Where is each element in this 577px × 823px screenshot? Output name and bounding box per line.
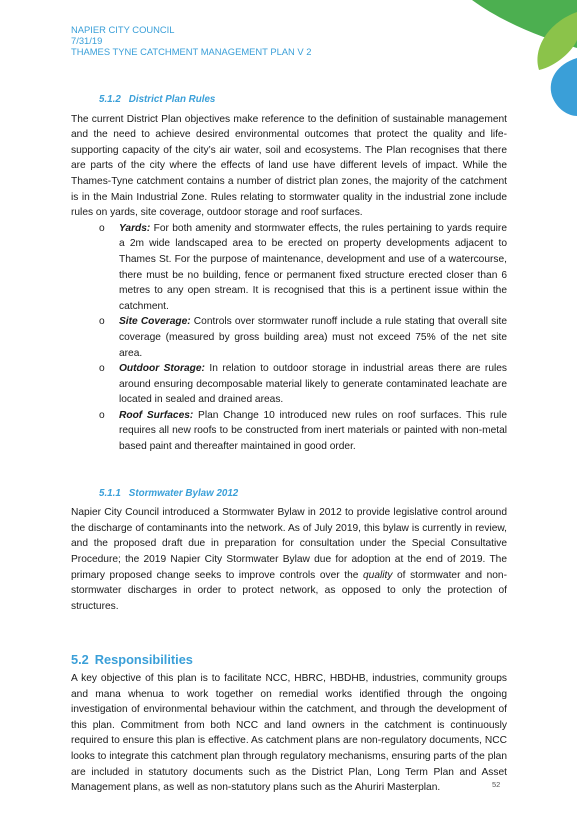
list-item — [99, 408, 507, 455]
corner-blue-shape — [551, 58, 577, 116]
list-item — [99, 361, 507, 408]
bullet-circle-icon: o — [99, 316, 105, 328]
list-item-term: Roof Surfaces: — [119, 409, 194, 421]
section-5-1-2-paragraph: The current District Plan objectives make reference to the definition of sustainable management and the need to achieve desired environmental outcomes that protect the quality and life-supporting capacity of the city’s air water, soil and ecosystems. The Plan recognises that there are parts of the city where the effects of land use have different levels of impact. While the Thames-Tyne catchment contains a number of district plan zones, the majority of the catchment is in the Main Industrial Zone. Rules relating to stormwater quality in the industrial zone include rules on yards, site coverage, outdoor storage and roof surfaces. — [71, 113, 507, 219]
section-5-1-1-heading — [99, 486, 507, 502]
section-title: District Plan Rules — [128, 94, 216, 105]
district-plan-rules-list — [71, 221, 507, 455]
section-5-1-1-paragraph — [71, 505, 507, 614]
emphasis-quality: quality — [362, 569, 393, 581]
list-item-term: Site Coverage: — [119, 316, 191, 328]
section-5-1-2-heading — [99, 92, 507, 108]
header-date: 7/31/19 — [71, 35, 103, 46]
list-item-text: Controls over stormwater runoff include a rule stating that overall site coverage (measured by gross building area) must not exceed 75% of the net site area. — [119, 316, 507, 359]
list-item-text: Plan Change 10 introduced new rules on roof surfaces. This rule requires all new roofs to be constructed from inert materials or painted with non-metal based paint and thereafter maintained in good order. — [119, 409, 507, 453]
section-5-2-paragraph: A key objective of this plan is to facilitate NCC, HBRC, HBDHB, industries, community groups and mana whenua to work together on remedial works identified through the ongoing investigation of environmental behaviour within the catchment, and through the development of this plan. Commitment from both NCC and land owners in the catchment is continuously required to ensure this plan is effective. As catchment plans are non-regulatory documents, NCC looks to integrate this catchment plan through regulatory mechanisms, ensuring parts of the plan are included in statutory documents such as the District Plan, Long Term Plan and Asset Management plans, as well as non-statutory plans such as the Ahuriri Masterplan. — [71, 673, 507, 794]
page-number: 52 — [492, 780, 501, 789]
list-item-text: For both amenity and stormwater effects, the rules pertaining to yards require a 2m wide landscaped area to be erected on property developments adjacent to Thames St. For the purpose of maintenance, development and use of a watercourse, there must be no building, fence or permanent fixed structure erected closer than 6 metres to any open stream. It is recognised that this is a pertinent issue within the catchment. — [119, 222, 507, 312]
bullet-circle-icon: o — [99, 409, 105, 421]
list-item-term: Yards: — [119, 222, 151, 234]
header-org: NAPIER CITY COUNCIL — [71, 24, 175, 35]
section-number: 5.1.2 — [99, 94, 121, 105]
list-item-text: In relation to outdoor storage in industrial areas there are rules around ensuring decomposable material likely to generate contaminated leachate are located in sealed and drained areas. — [119, 363, 508, 406]
section-number: 5.2 — [71, 652, 89, 668]
paragraph-text: of stormwater and non-stormwater discharges in order to protect network, as opposed to only the protection of structures. — [71, 569, 507, 612]
header-doc-title: THAMES TYNE CATCHMENT MANAGEMENT PLAN V 2 — [71, 46, 312, 57]
page-content — [71, 92, 507, 796]
section-title: Responsibilities — [94, 652, 193, 668]
bullet-circle-icon: o — [99, 222, 105, 234]
bullet-circle-icon: o — [99, 363, 105, 375]
list-item — [99, 221, 507, 315]
list-item-term: Outdoor Storage: — [119, 363, 205, 375]
section-number: 5.1.1 — [99, 487, 121, 499]
page-header — [71, 24, 312, 57]
paragraph-text: Napier City Council introduced a Stormwater Bylaw in 2012 to provide legislative control around the discharge of contaminants into the network. As of July 2019, this bylaw is currently in review, and the proposed draft due in preparation for consultation under the Special Consultative Procedure; the 2019 Napier City Stormwater Bylaw due for adoption at the end of 2019. The primary proposed change seeks to improve controls over the — [71, 507, 507, 581]
list-item — [99, 314, 507, 361]
section-title: Stormwater Bylaw 2012 — [128, 487, 239, 499]
section-5-2-heading — [71, 652, 507, 668]
